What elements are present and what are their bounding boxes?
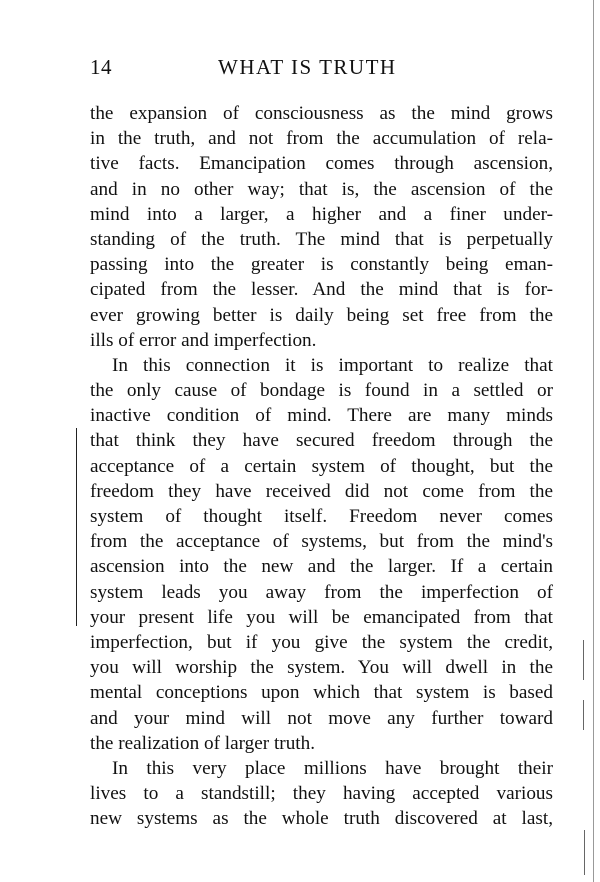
- body-text: [90, 101, 553, 831]
- text-line: cipated from the lesser. And the mind that is for-: [90, 279, 553, 301]
- margin-pencil-mark: [76, 428, 77, 626]
- text-line: mental conceptions upon which that system is based: [90, 682, 553, 704]
- text-line: system leads you away from the imperfection of: [90, 581, 553, 603]
- text-line: imperfection, but if you give the system the credit,: [90, 631, 553, 653]
- text-line: from the acceptance of systems, but from the mind's: [90, 531, 553, 553]
- text-line: new systems as the whole truth discovered at last,: [90, 808, 553, 830]
- text-line: passing into the greater is constantly being eman-: [90, 254, 553, 276]
- text-line: In this connection it is important to realize that: [112, 354, 553, 376]
- text-line: mind into a larger, a higher and a finer under-: [90, 203, 553, 225]
- margin-pencil-mark-right-bottom: [584, 830, 585, 875]
- text-line: freedom they have received did not come from the: [90, 480, 553, 502]
- running-head: [90, 55, 555, 83]
- running-title: WHAT IS TRUTH: [218, 55, 397, 79]
- text-line: you will worship the system. You will dwell in the: [90, 657, 553, 679]
- text-line: ills of error and imperfection.: [90, 329, 317, 351]
- text-line: lives to a standstill; they having accepted various: [90, 783, 553, 805]
- text-line: acceptance of a certain system of thought, but the: [90, 455, 553, 477]
- text-line: inactive condition of mind. There are many minds: [90, 405, 553, 427]
- text-line: In this very place millions have brought their: [112, 757, 553, 779]
- text-line: that think they have secured freedom through the: [90, 430, 553, 452]
- text-line: the realization of larger truth.: [90, 732, 316, 754]
- text-line: your present life you will be emancipated from that: [90, 606, 553, 628]
- margin-pencil-mark-right-lower: [583, 700, 584, 730]
- text-line: the only cause of bondage is found in a settled or: [90, 380, 553, 402]
- page-edge: [593, 0, 594, 882]
- text-line: tive facts. Emancipation comes through ascension,: [90, 153, 553, 175]
- text-line: and in no other way; that is, the ascension of the: [90, 178, 553, 200]
- text-line: in the truth, and not from the accumulation of rela-: [90, 128, 553, 150]
- text-line: ascension into the new and the larger. If a certain: [90, 556, 553, 578]
- text-line: and your mind will not move any further toward: [90, 707, 553, 729]
- text-line: standing of the truth. The mind that is perpetually: [90, 228, 553, 250]
- text-line: the expansion of consciousness as the mind grows: [90, 103, 553, 124]
- page-number: 14: [90, 55, 112, 79]
- margin-pencil-mark-right: [583, 640, 584, 680]
- text-line: system of thought itself. Freedom never comes: [90, 506, 553, 527]
- text-line: ever growing better is daily being set free from the: [90, 304, 553, 326]
